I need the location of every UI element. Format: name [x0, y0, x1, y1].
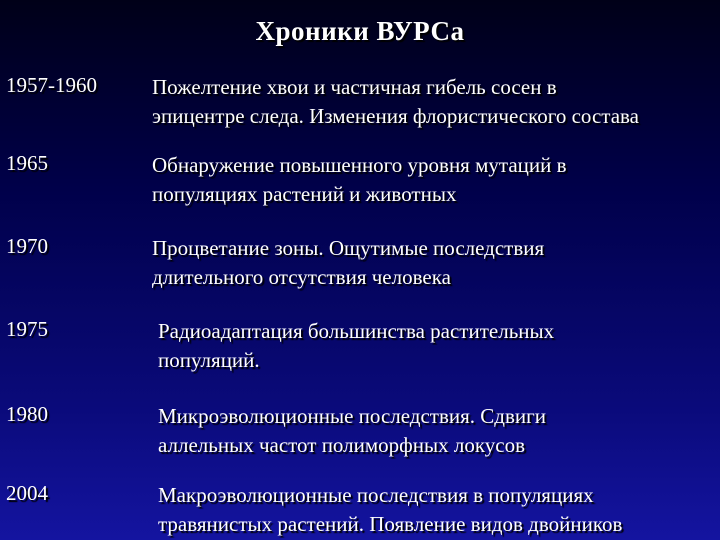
timeline-year: 1980 [6, 402, 48, 426]
description-line: Обнаружение повышенного уровня мутаций в [152, 153, 567, 177]
description-line: популяций. [158, 348, 260, 372]
description-line: популяциях растений и животных [152, 182, 457, 206]
timeline-description [152, 234, 544, 292]
slide-title: Хроники ВУРСа [255, 16, 465, 46]
timeline-year: 1957-1960 [6, 73, 97, 97]
description-line: Макроэволюционные последствия в популяциях [158, 483, 594, 507]
timeline-description [158, 402, 546, 460]
timeline-description [158, 481, 622, 539]
timeline-description [158, 317, 554, 375]
timeline-year: 2004 [6, 481, 48, 505]
description-line: Процветание зоны. Ощутимые последствия [152, 236, 545, 260]
description-line: длительного отсутствия человека [152, 265, 451, 289]
timeline-year: 1965 [6, 151, 48, 175]
description-line: Пожелтение хвои и частичная гибель сосен в [152, 75, 557, 99]
timeline-year: 1975 [6, 317, 48, 341]
description-line: эпицентре следа. Изменения флористического состава [152, 104, 639, 128]
description-line: травянистых растений. Появление видов двойников [158, 512, 623, 536]
description-line: Радиоадаптация большинства растительных [158, 319, 555, 343]
description-line: аллельных частот полиморфных локусов [158, 433, 525, 457]
timeline-description [152, 151, 567, 209]
timeline-year: 1970 [6, 234, 48, 258]
timeline-description [152, 73, 639, 131]
description-line: Микроэволюционные последствия. Сдвиги [158, 404, 546, 428]
